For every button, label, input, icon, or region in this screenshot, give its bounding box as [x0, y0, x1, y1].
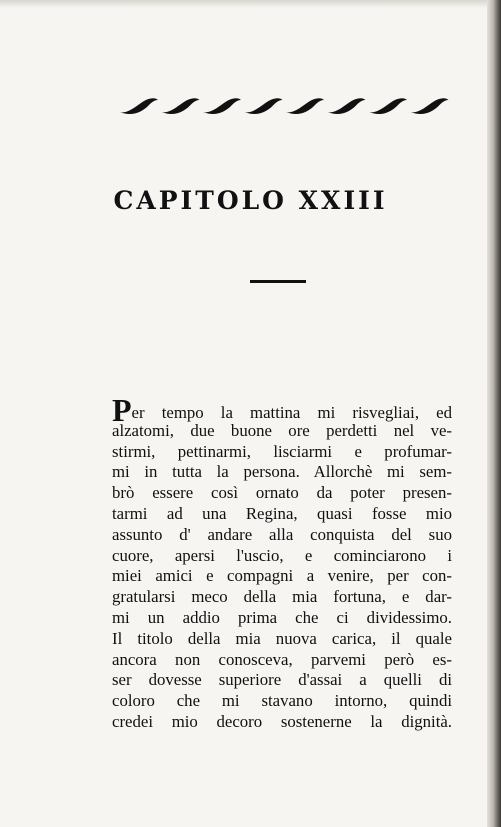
wave-motif-icon	[162, 98, 200, 114]
wave-ornament-icon	[118, 92, 450, 118]
text-line: mi un addio prima che ci dividessimo.	[112, 607, 452, 627]
wave-motif-icon	[328, 98, 366, 114]
text-line: Il titolo della mia nuova carica, il quale	[112, 628, 452, 648]
wave-motif-icon	[286, 98, 324, 114]
chapter-body	[112, 392, 452, 733]
title-rule	[250, 280, 306, 283]
page-top-shadow	[0, 0, 501, 8]
text-line: credei mio decoro sostenerne la dignità.	[112, 711, 452, 731]
text-line: miei amici e compagni a venire, per con-	[112, 566, 452, 586]
page-binding-edge	[487, 0, 501, 827]
wave-motif-icon	[245, 98, 283, 114]
wave-motif-icon	[411, 98, 449, 114]
text-line: alzatomi, due buone ore perdetti nel ve-	[112, 420, 452, 440]
text-line: coloro che mi stavano intorno, quindi	[112, 691, 452, 711]
text-line: ancora non conosceva, parvemi però es-	[112, 649, 452, 669]
text-line: ser dovesse superiore d'assai a quelli di	[112, 670, 452, 690]
text-line: stirmi, pettinarmi, lisciarmi e profumar-	[112, 441, 452, 461]
drop-cap: P	[112, 392, 132, 428]
chapter-title: CAPITOLO XXIII	[113, 186, 388, 215]
text-line	[112, 392, 452, 428]
text-line: mi in tutta la persona. Allorchè mi sem-	[112, 462, 452, 482]
text-line: cuore, apersi l'uscio, e cominciarono i	[112, 545, 452, 565]
text-line: assunto d' andare alla conquista del suo	[112, 524, 452, 544]
wave-motif-icon	[369, 98, 407, 114]
wave-motif-icon	[120, 98, 158, 114]
text-line: tarmi ad una Regina, quasi fosse mio	[112, 503, 452, 523]
text-line: brò essere così ornato da poter presen-	[112, 483, 452, 503]
wave-motif-icon	[203, 98, 241, 114]
text-line: gratularsi meco della mia fortuna, e dar-	[112, 587, 452, 607]
first-line-text: er tempo la mattina mi risvegliai, ed	[131, 403, 452, 422]
